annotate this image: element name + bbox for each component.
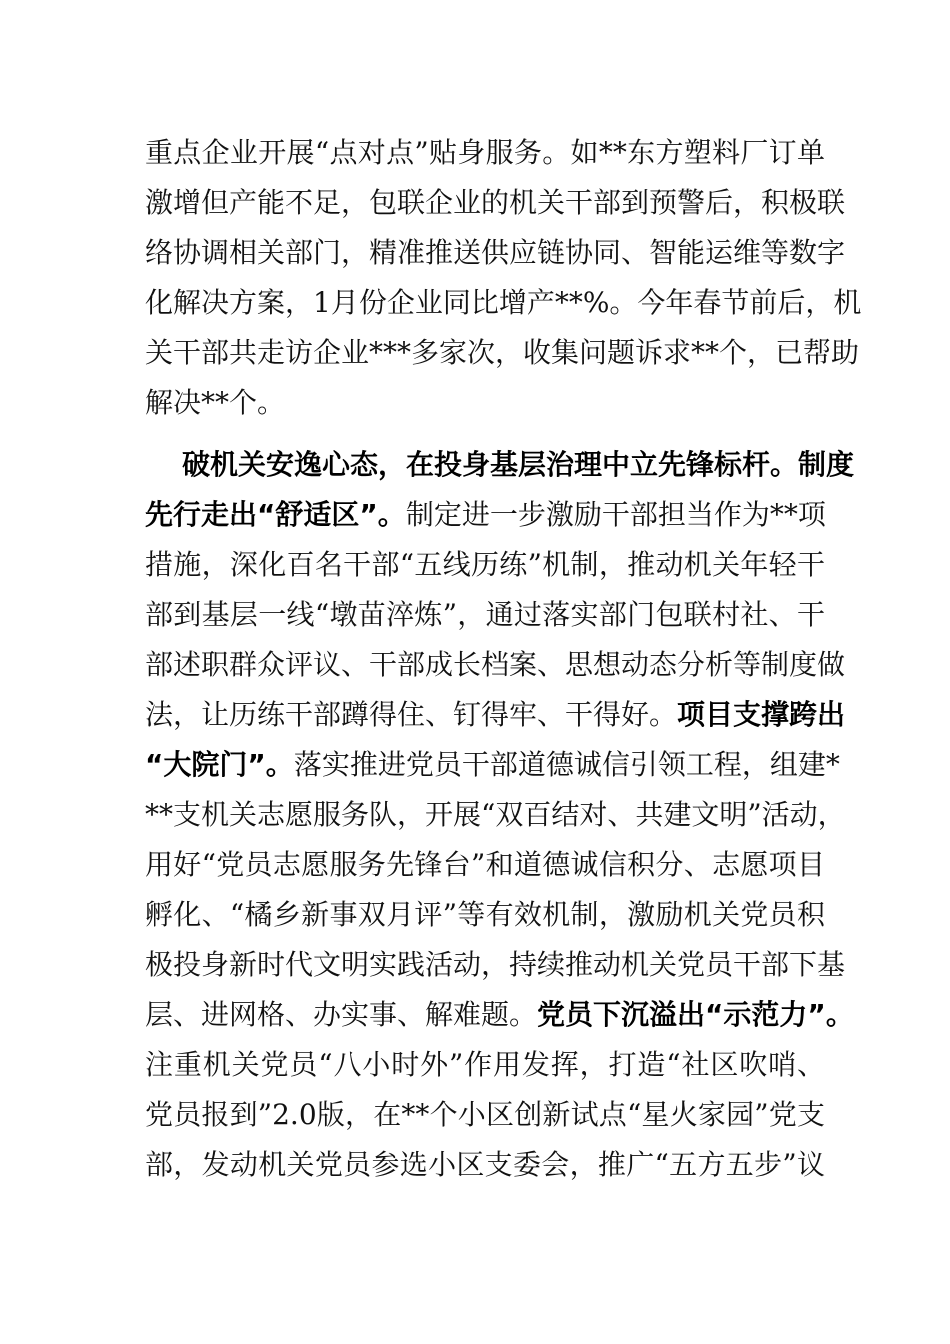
- paragraph-2-line-15: 部，发动机关党员参选小区支委会，推广“五方五步”议: [145, 1148, 825, 1181]
- subheading-courtyard-gate-part: 项目支撑跨出: [677, 698, 846, 731]
- subheading-courtyard-gate: “大院门”。: [145, 748, 294, 781]
- paragraph-2-line-6: [145, 689, 846, 741]
- paragraph-2-line-12-text: 层、进网格、办实事、解难题。: [145, 998, 538, 1031]
- section-heading: 破机关安逸心态，在投身基层治理中立先锋标杆。制度: [182, 448, 855, 481]
- paragraph-2-line-4: 部到基层一线“墩苗淬炼”，通过落实部门包联村社、干: [145, 598, 825, 631]
- paragraph-2-line-11: 极投身新时代文明实践活动，持续推动机关党员干部下基: [145, 948, 846, 981]
- paragraph-2-line-6-text: 法，让历练干部蹲得住、钉得牢、干得好。: [145, 698, 678, 731]
- paragraph-2-line-3: 措施，深化百名干部“五线历练”机制，推动机关年轻干: [145, 548, 825, 581]
- paragraph-2-line-10: 孵化、“橘乡新事双月评”等有效机制，激励机关党员积: [145, 898, 825, 931]
- paragraph-1-line-3: 络协调相关部门，精准推送供应链协同、智能运维等数字: [145, 236, 846, 269]
- paragraph-1-line-4: 化解决方案，1月份企业同比增产**%。今年春节前后，机: [145, 286, 862, 319]
- paragraph-2-line-2: [145, 489, 825, 541]
- paragraph-1-line-5: 关干部共走访企业***多家次，收集问题诉求**个，已帮助: [145, 336, 860, 369]
- paragraph-1-line-2: 激增但产能不足，包联企业的机关干部到预警后，积极联: [145, 186, 846, 219]
- paragraph-2-line-13: 注重机关党员“八小时外”作用发挥，打造“社区吹哨、: [145, 1048, 825, 1081]
- paragraph-2-line-14: 党员报到”2.0版，在**个小区创新试点“星火家园”党支: [145, 1098, 825, 1131]
- paragraph-2-heading-line: [182, 439, 855, 491]
- paragraph-2-line-5: 部述职群众评议、干部成长档案、思想动态分析等制度做: [145, 648, 846, 681]
- paragraph-1-line-1: 重点企业开展“点对点”贴身服务。如**东方塑料厂订单: [145, 136, 825, 169]
- paragraph-2-line-2-text: 制定进一步激励干部担当作为**项: [405, 498, 826, 531]
- paragraph-2-line-9: 用好“党员志愿服务先锋台”和道德诚信积分、志愿项目: [145, 848, 825, 881]
- paragraph-2-line-7-text: 落实推进党员干部道德诚信引领工程，组建*: [293, 748, 840, 781]
- paragraph-2-line-8: **支机关志愿服务队，开展“双百结对、共建文明”活动，: [145, 798, 846, 831]
- paragraph-1-line-6: 解决**个。: [145, 386, 286, 419]
- subheading-demonstration: 党员下沉溢出“示范力”。: [537, 998, 854, 1031]
- paragraph-2-line-12: [145, 989, 854, 1041]
- paragraph-2-line-7: [145, 739, 840, 791]
- subheading-comfort-zone: 先行走出“舒适区”。: [145, 498, 406, 531]
